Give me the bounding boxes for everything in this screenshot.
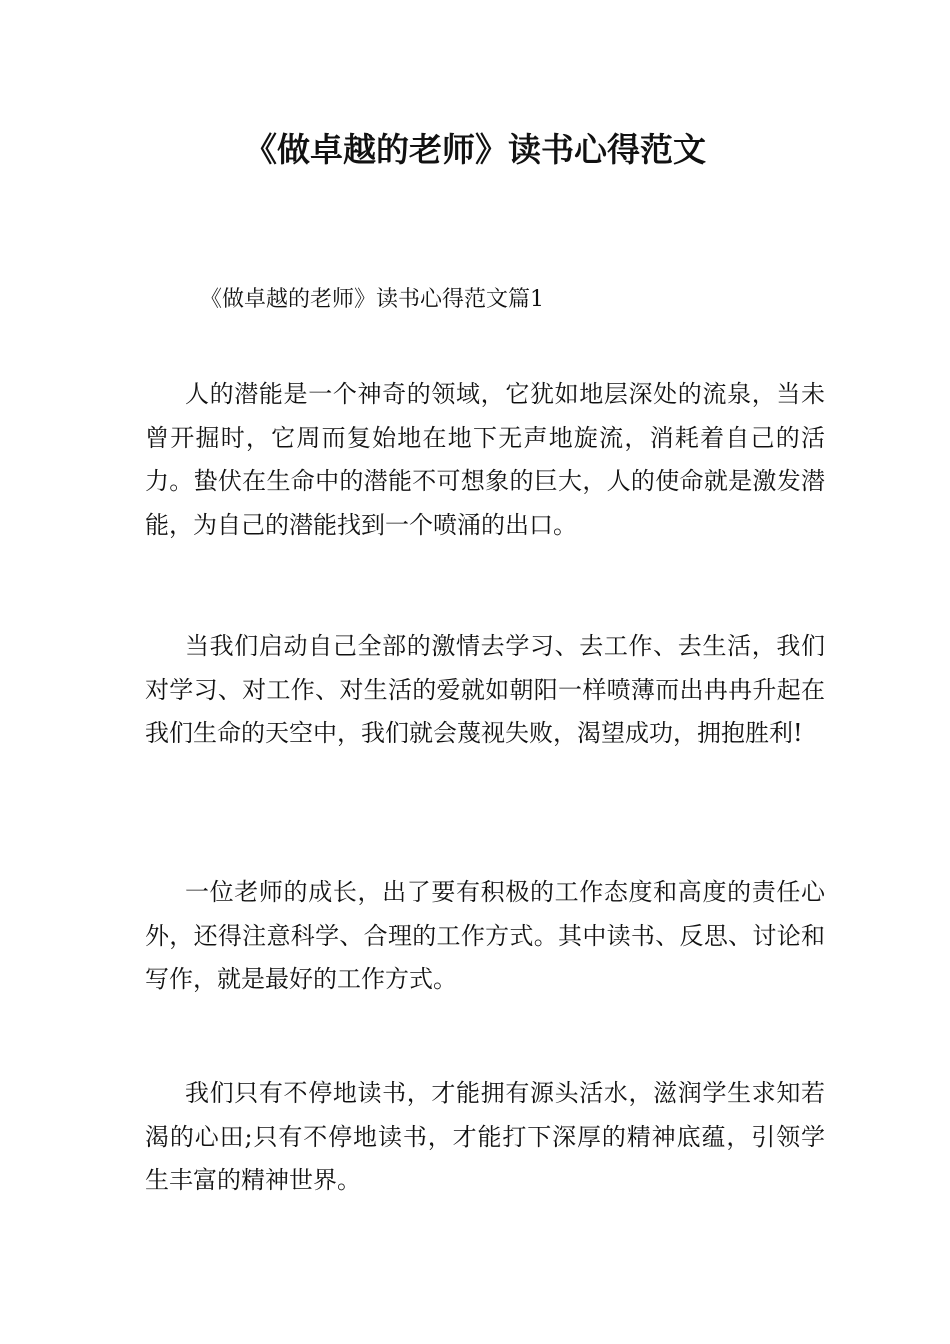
- section-heading: 《做卓越的老师》读书心得范文篇1: [200, 287, 544, 312]
- paragraph: 一位老师的成长，出了要有积极的工作态度和高度的责任心外，还得注意科学、合理的工作方式。其中读书、反思、讨论和写作，就是最好的工作方式。: [145, 878, 825, 993]
- document-title: 《做卓越的老师》读书心得范文: [244, 130, 706, 169]
- paragraph: 人的潜能是一个神奇的领域，它犹如地层深处的流泉，当未曾开掘时，它周而复始地在地下无声地旋流，消耗着自己的活力。蛰伏在生命中的潜能不可想象的巨大，人的使命就是激发潜能，为自己的潜能找到一个喷涌的出口。: [145, 380, 825, 539]
- paragraph: 当我们启动自己全部的激情去学习、去工作、去生活，我们对学习、对工作、对生活的爱就如朝阳一样喷薄而出冉冉升起在我们生命的天空中，我们就会蔑视失败，渴望成功，拥抱胜利!: [145, 632, 825, 747]
- paragraph: 我们只有不停地读书，才能拥有源头活水，滋润学生求知若渴的心田;只有不停地读书，才能打下深厚的精神底蕴，引领学生丰富的精神世界。: [145, 1079, 825, 1194]
